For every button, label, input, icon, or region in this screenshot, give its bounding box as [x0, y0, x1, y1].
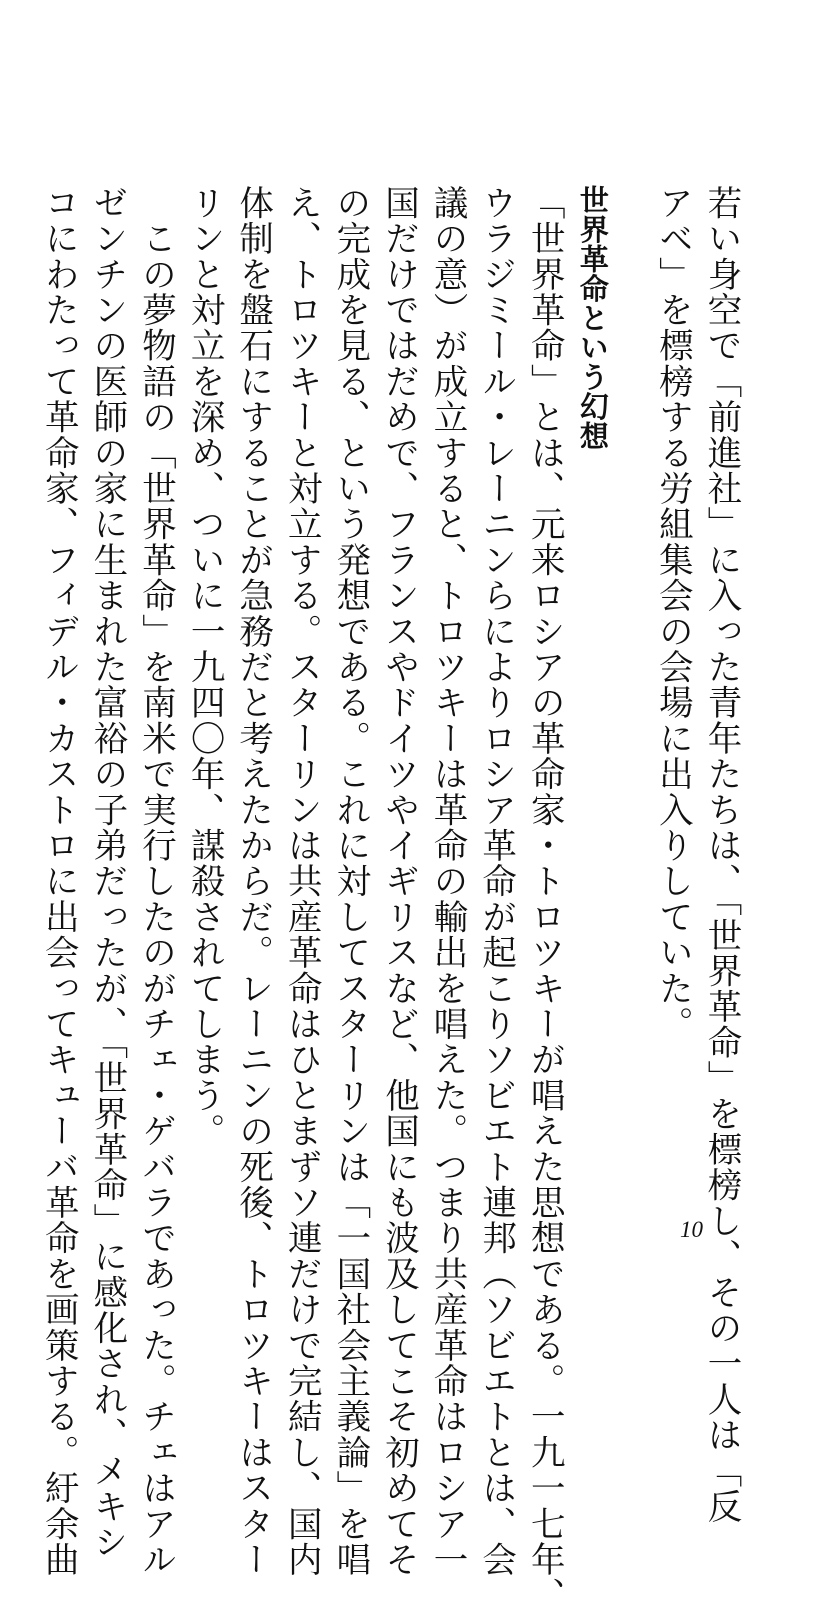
section-line-10: ゼンチンの医師の家に生まれた富裕の子弟だったが、「世界革命」に感化され、メキシ	[86, 185, 127, 1561]
body-line-2: アベ」を標榜する労組集会の会場に出入りしていた。	[652, 185, 693, 1042]
section-line-11: コにわたって革命家、フィデル・カストロに出会ってキューバ革命を画策する。紆余曲	[38, 185, 79, 1578]
section-line-2: ウラジミール・レーニンらによりロシア革命が起こりソビエト連邦（ソビエトとは、会	[475, 185, 516, 1578]
section-line-7: 体制を盤石にすることが急務だと考えたからだ。レーニンの死後、トロツキーはスター	[232, 185, 273, 1578]
section-line-5: の完成を見る、という発想である。これに対してスターリンは「一国社会主義論」を唱	[329, 185, 370, 1578]
section-line-8: リンと対立を深め、ついに一九四〇年、謀殺されてしまう。	[184, 185, 225, 1149]
section-line-6: え、トロツキーと対立する。スターリンは共産革命はひとまずソ連だけで完結し、国内	[281, 185, 322, 1578]
section-line-4: 国だけではだめで、フランスやドイツやイギリスなど、他国にも波及してこそ初めてそ	[378, 185, 419, 1578]
section-line-9: この夢物語の「世界革命」を南米で実行したのがチェ・ゲバラであった。チェはアル	[135, 185, 176, 1578]
page-number: 10	[680, 1217, 703, 1242]
section-line-1: 「世界革命」とは、元来ロシアの革命家・トロツキーが唱えた思想である。一九一七年、	[524, 185, 565, 1613]
section-line-3: 議の意）が成立すると、トロツキーは革命の輸出を唱えた。つまり共産革命はロシア一	[427, 185, 468, 1578]
body-line-1: 若い身空で「前進社」に入った青年たちは、「世界革命」を標榜し、その一人は「反	[701, 185, 741, 1525]
section-heading: 世界革命という幻想	[575, 185, 610, 451]
